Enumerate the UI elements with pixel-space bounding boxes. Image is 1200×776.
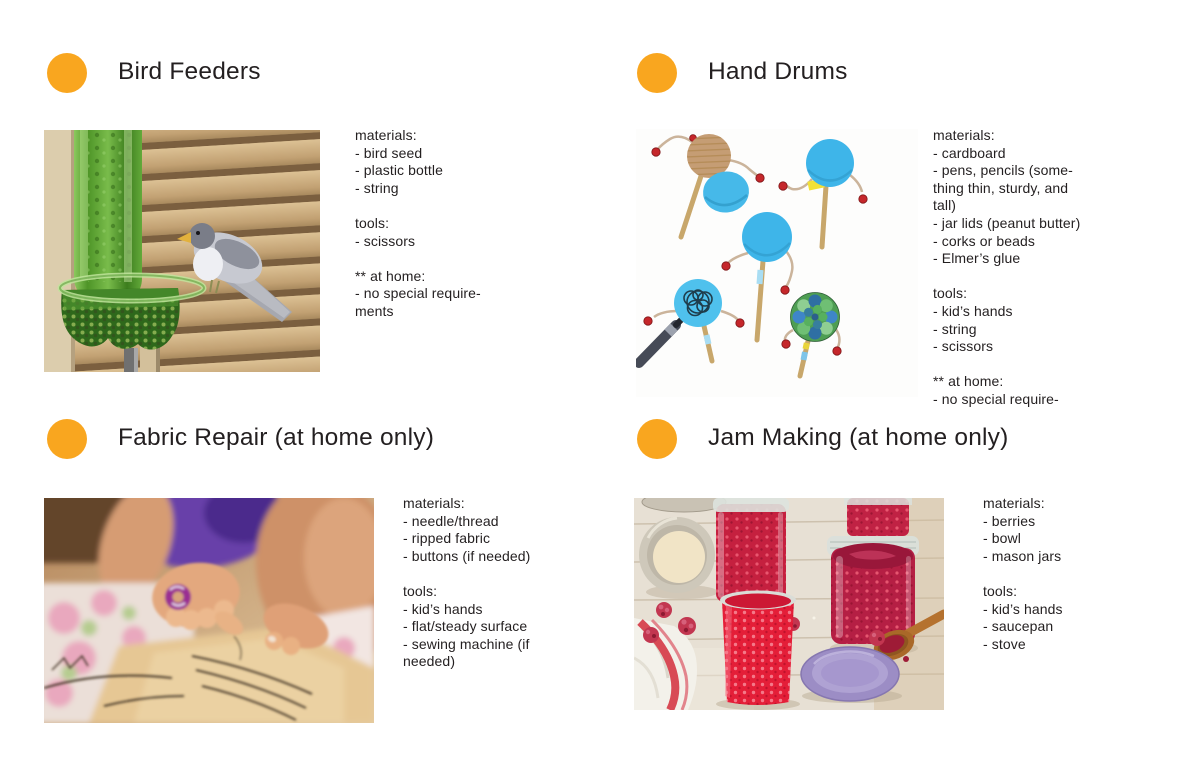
bird-feeder-illustration: [44, 130, 320, 372]
jam-jar-top: [713, 498, 789, 602]
detail-line: materials:: [983, 495, 1045, 511]
detail-line: - Elmer’s glue: [933, 250, 1021, 267]
jam-making-photo: [634, 498, 944, 710]
detail-block: [983, 495, 1183, 565]
title-hand-drums: Hand Drums: [708, 58, 848, 85]
detail-block: [933, 373, 1173, 408]
detail-line: - scissors: [355, 232, 416, 249]
detail-line: - scissors: [933, 338, 994, 355]
title-bird-feeders: Bird Feeders: [118, 58, 261, 85]
detail-line: materials:: [933, 127, 995, 143]
detail-line: tools:: [355, 214, 390, 231]
detail-block: [403, 495, 638, 565]
detail-line: - no special require-: [355, 285, 481, 302]
detail-block: [933, 127, 1173, 268]
detail-line: - kid’s hands: [983, 600, 1063, 617]
detail-line: tall): [933, 197, 957, 214]
detail-line: - pens, pencils (some-: [933, 162, 1073, 179]
detail-line: - ripped fabric: [403, 530, 491, 547]
detail-line: - kid’s hands: [403, 600, 483, 617]
detail-line: - no special require-: [933, 390, 1059, 407]
detail-line: materials:: [355, 127, 417, 143]
details-fabric-repair: [403, 495, 638, 671]
detail-line: - bird seed: [355, 144, 423, 161]
detail-line: - cardboard: [933, 144, 1006, 161]
fabric-repair-illustration: [44, 498, 374, 723]
detail-line: - berries: [983, 512, 1036, 529]
bullet-hand-drums: [637, 53, 677, 93]
detail-line: - bowl: [983, 530, 1021, 547]
detail-line: - flat/steady surface: [403, 618, 528, 635]
bullet-jam-making: [637, 419, 677, 459]
detail-line: materials:: [403, 495, 465, 511]
details-bird-feeders: [355, 127, 590, 321]
detail-line: ** at home:: [933, 373, 1004, 390]
detail-line: - corks or beads: [933, 232, 1035, 249]
detail-block: [933, 285, 1173, 355]
detail-line: tools:: [403, 582, 438, 599]
detail-line: - saucepan: [983, 618, 1054, 635]
detail-line: - string: [933, 320, 977, 337]
detail-block: [355, 127, 590, 197]
jam-making-illustration: [634, 498, 944, 710]
detail-line: needed): [403, 653, 456, 670]
title-jam-making: Jam Making (at home only): [708, 424, 1009, 451]
details-jam-making: [983, 495, 1183, 653]
detail-line: - kid’s hands: [933, 302, 1013, 319]
fabric-repair-photo: [44, 498, 374, 723]
detail-block: [403, 583, 638, 671]
detail-line: - plastic bottle: [355, 162, 443, 179]
detail-line: - mason jars: [983, 547, 1062, 564]
hand-drums-illustration: [636, 129, 918, 397]
purple-lid: [801, 647, 902, 703]
detail-line: tools:: [983, 582, 1018, 599]
detail-line: ments: [355, 302, 394, 319]
bullet-fabric-repair: [47, 419, 87, 459]
detail-line: thing thin, sturdy, and: [933, 179, 1069, 196]
detail-line: - jar lids (peanut butter): [933, 214, 1081, 231]
title-fabric-repair: Fabric Repair (at home only): [118, 424, 435, 451]
detail-line: ** at home:: [355, 267, 426, 284]
detail-line: - string: [355, 179, 399, 196]
detail-block: [983, 583, 1183, 653]
detail-block: [355, 268, 590, 321]
hand-drums-photo: [636, 129, 918, 397]
detail-line: tools:: [933, 285, 968, 302]
details-hand-drums: [933, 127, 1173, 409]
jam-cup: [716, 591, 800, 711]
bullet-bird-feeders: [47, 53, 87, 93]
detail-block: [355, 215, 590, 250]
bird-feeder-photo: [44, 130, 320, 372]
jam-jar-back: [844, 498, 912, 536]
detail-line: - buttons (if needed): [403, 547, 531, 564]
detail-line: - stove: [983, 635, 1026, 652]
detail-line: - sewing machine (if: [403, 635, 530, 652]
detail-line: - needle/thread: [403, 512, 499, 529]
